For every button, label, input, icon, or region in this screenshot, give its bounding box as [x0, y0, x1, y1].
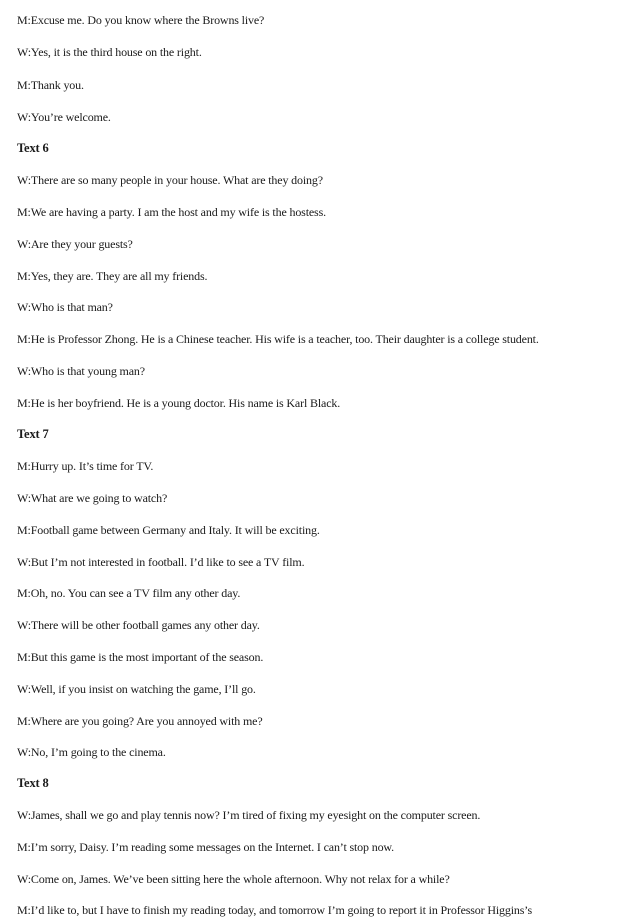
- dialogue-line: W:There will be other football games any other day.: [17, 618, 260, 632]
- dialogue-line: M:I’m sorry, Daisy. I’m reading some messages on the Internet. I can’t stop now.: [17, 840, 395, 854]
- dialogue-line: M:We are having a party. I am the host and my wife is the hostess.: [17, 205, 326, 219]
- dialogue-line: W:Come on, James. We’ve been sitting here the whole afternoon. Why not relax for a while?: [17, 872, 450, 886]
- dialogue-line: M:Excuse me. Do you know where the Browns live?: [17, 13, 265, 27]
- dialogue-line: M:But this game is the most important of the season.: [17, 650, 264, 664]
- dialogue-line: M:Where are you going? Are you annoyed with me?: [17, 714, 263, 728]
- dialogue-line: W:But I’m not interested in football. I’d like to see a TV film.: [17, 555, 305, 569]
- dialogue-line: W:Well, if you insist on watching the game, I’ll go.: [17, 682, 256, 696]
- dialogue-line: M:Football game between Germany and Italy. It will be exciting.: [17, 523, 320, 537]
- dialogue-line: M:I’d like to, but I have to finish my reading today, and tomorrow I’m going to report it in Professor Higgins’s: [17, 903, 533, 917]
- dialogue-line: M:Hurry up. It’s time for TV.: [17, 459, 154, 473]
- dialogue-line: W:What are we going to watch?: [17, 491, 168, 505]
- dialogue-line: W:Are they your guests?: [17, 237, 133, 251]
- dialogue-line: W:James, shall we go and play tennis now? I’m tired of fixing my eyesight on the computer screen.: [17, 808, 481, 822]
- dialogue-line: M:Yes, they are. They are all my friends.: [17, 269, 208, 283]
- dialogue-line: M:Oh, no. You can see a TV film any other day.: [17, 586, 241, 600]
- section-heading: Text 7: [17, 427, 49, 441]
- dialogue-line: M:He is Professor Zhong. He is a Chinese teacher. His wife is a teacher, too. Their daughter is a college student.: [17, 332, 539, 346]
- section-heading: Text 8: [17, 776, 49, 790]
- dialogue-line: W:No, I’m going to the cinema.: [17, 745, 166, 759]
- dialogue-line: W:Who is that young man?: [17, 364, 145, 378]
- dialogue-line: W:Yes, it is the third house on the right.: [17, 45, 202, 59]
- section-heading: Text 6: [17, 141, 49, 155]
- dialogue-line: W:Who is that man?: [17, 300, 113, 314]
- dialogue-line: W:There are so many people in your house. What are they doing?: [17, 173, 323, 187]
- dialogue-line: W:You’re welcome.: [17, 110, 111, 124]
- dialogue-line: M:Thank you.: [17, 78, 84, 92]
- dialogue-line: M:He is her boyfriend. He is a young doctor. His name is Karl Black.: [17, 396, 341, 410]
